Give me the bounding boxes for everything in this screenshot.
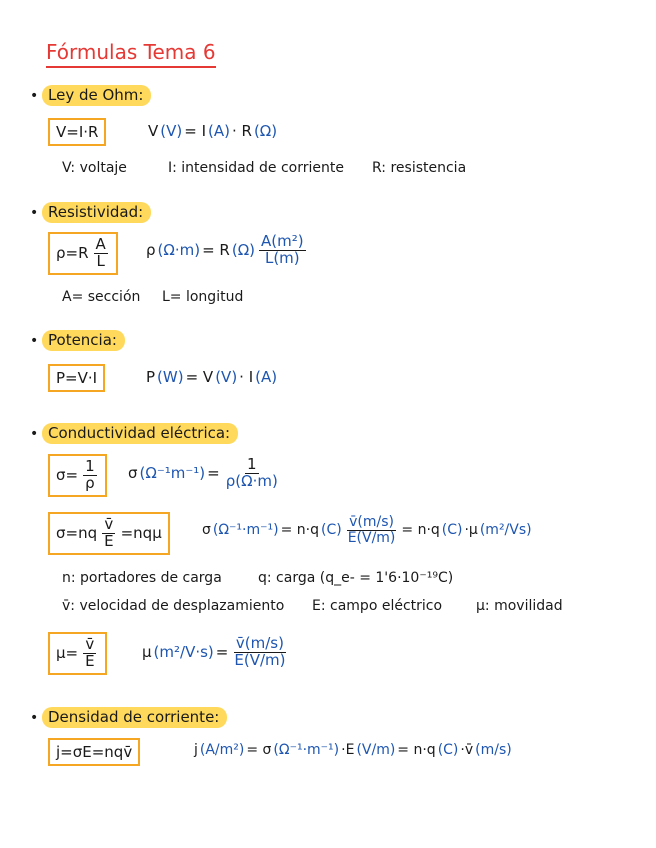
- equation-ohm-units: [148, 122, 277, 140]
- eq-unit: (A/m²): [199, 742, 245, 758]
- definition-seccion: A= sección: [62, 289, 141, 305]
- eq-unit: (Ω⁻¹·m⁻¹): [212, 522, 279, 539]
- fraction-denominator: L(m): [264, 248, 300, 267]
- definition-campo: E: campo eléctrico: [312, 598, 443, 614]
- eq-unit: (Ω): [231, 241, 256, 260]
- eq-unit: (W): [157, 368, 184, 386]
- eq-symbol: = σ: [246, 742, 272, 758]
- eq-unit: (V/m): [356, 742, 396, 758]
- eq-symbol: ρ: [146, 241, 156, 260]
- fraction: [83, 637, 96, 670]
- fraction-numerator: v̄(m/s): [349, 514, 394, 530]
- fraction-denominator: E(V/m): [347, 529, 396, 546]
- eq-unit: (A): [208, 122, 230, 140]
- page-title: Fórmulas Tema 6: [46, 40, 216, 68]
- bullet-densidad: •: [30, 710, 39, 726]
- eq-symbol: = n·q: [401, 522, 440, 539]
- definition-movilidad: μ: movilidad: [476, 598, 563, 614]
- formula-box-resistividad: [48, 232, 118, 275]
- box-text: μ=: [56, 644, 79, 663]
- eq-symbol: P: [146, 368, 156, 386]
- formula-box-ohm: [48, 118, 106, 146]
- fraction-denominator: ρ(Ω·m): [225, 471, 278, 490]
- fraction-numerator: 1: [247, 455, 257, 473]
- fraction-numerator: 1: [85, 457, 95, 475]
- box-text: P=V·I: [56, 369, 98, 387]
- fraction-numerator: A(m²): [261, 232, 304, 250]
- eq-symbol: = n·q: [397, 742, 436, 758]
- eq-symbol: = R: [202, 241, 230, 260]
- eq-symbol: =: [207, 464, 220, 483]
- fraction-numerator: v̄: [85, 635, 95, 653]
- fraction: [102, 517, 115, 550]
- eq-unit: (Ω⁻¹m⁻¹): [139, 464, 206, 483]
- equation-conductividad-units: [128, 457, 282, 490]
- formula-box-densidad: [48, 738, 140, 766]
- definition-portadores: n: portadores de carga: [62, 570, 222, 586]
- equation-resistividad-units: [146, 234, 308, 267]
- eq-symbol: = I: [184, 122, 206, 140]
- fraction-numerator: A: [95, 235, 106, 253]
- definition-carga: q: carga (q_e- = 1'6·10⁻¹⁹C): [258, 570, 454, 586]
- eq-symbol: j: [194, 742, 198, 758]
- bullet-ohm: •: [30, 88, 39, 104]
- eq-symbol: · I: [239, 368, 254, 386]
- heading-densidad-de-corriente: Densidad de corriente:: [42, 707, 227, 728]
- definition-resistencia: R: resistencia: [372, 160, 467, 176]
- eq-unit: (m²/Vs): [479, 522, 532, 539]
- box-text: =nqμ: [120, 524, 162, 543]
- definition-longitud: L= longitud: [162, 289, 244, 305]
- fraction-numerator: v̄(m/s): [235, 634, 284, 652]
- fraction: [259, 234, 306, 267]
- eq-symbol: σ: [128, 464, 138, 483]
- eq-symbol: ·v̄: [460, 742, 474, 758]
- bullet-resistividad: •: [30, 205, 39, 221]
- eq-unit: (A): [255, 368, 278, 386]
- eq-unit: (V): [160, 122, 183, 140]
- eq-symbol: σ: [202, 522, 211, 539]
- definition-intensidad: I: intensidad de corriente: [168, 160, 344, 176]
- eq-symbol: μ: [142, 643, 152, 662]
- fraction: [224, 457, 280, 490]
- heading-resistividad: Resistividad:: [42, 202, 151, 223]
- eq-symbol: = V: [185, 368, 214, 386]
- eq-unit: (Ω·m): [157, 241, 201, 260]
- box-text: σ=nq: [56, 524, 98, 543]
- fraction: [346, 515, 398, 545]
- definition-velocidad: v̄: velocidad de desplazamiento: [62, 598, 285, 614]
- fraction-denominator: ρ: [85, 473, 95, 492]
- heading-ley-de-ohm: Ley de Ohm:: [42, 85, 151, 106]
- eq-symbol: V: [148, 122, 159, 140]
- fraction: [94, 237, 108, 270]
- formula-box-movilidad: [48, 632, 107, 675]
- eq-symbol: · R: [231, 122, 252, 140]
- fraction-denominator: L: [96, 251, 105, 270]
- eq-unit: (Ω): [253, 122, 278, 140]
- fraction: [232, 636, 287, 669]
- equation-potencia-units: [146, 368, 277, 386]
- definition-voltaje: V: voltaje: [62, 160, 127, 176]
- bullet-potencia: •: [30, 333, 39, 349]
- fraction: [83, 459, 97, 492]
- fraction-numerator: v̄: [104, 515, 114, 533]
- eq-unit: (C): [441, 522, 463, 539]
- bullet-conductividad: •: [30, 426, 39, 442]
- box-text: j=σE=nqv̄: [56, 743, 133, 761]
- eq-unit: (C): [320, 522, 342, 539]
- heading-conductividad: Conductividad eléctrica:: [42, 423, 238, 444]
- equation-densidad-units: [194, 742, 512, 758]
- fraction-denominator: E(V/m): [234, 650, 286, 669]
- eq-symbol: ·μ: [464, 522, 478, 539]
- equation-movilidad-units: [142, 636, 289, 669]
- eq-symbol: =: [215, 643, 229, 662]
- eq-unit: (Ω⁻¹·m⁻¹): [273, 742, 340, 758]
- box-text: ρ=R: [56, 244, 89, 263]
- ohm-box-text: V=I·R: [56, 123, 99, 141]
- formula-box-potencia: [48, 364, 105, 392]
- heading-potencia: Potencia:: [42, 330, 125, 351]
- fraction-denominator: E: [85, 651, 95, 670]
- formula-box-conductividad-movilidad: [48, 512, 170, 555]
- eq-symbol: ·E: [341, 742, 355, 758]
- formula-box-conductividad: [48, 454, 107, 497]
- eq-unit: (V): [215, 368, 238, 386]
- eq-unit: (m²/V·s): [153, 643, 214, 662]
- eq-symbol: = n·q: [280, 522, 319, 539]
- fraction-denominator: E: [104, 531, 114, 550]
- eq-unit: (m/s): [475, 742, 512, 758]
- eq-unit: (C): [437, 742, 459, 758]
- box-text: σ=: [56, 466, 79, 485]
- equation-conductividad-movilidad-units: [202, 515, 532, 545]
